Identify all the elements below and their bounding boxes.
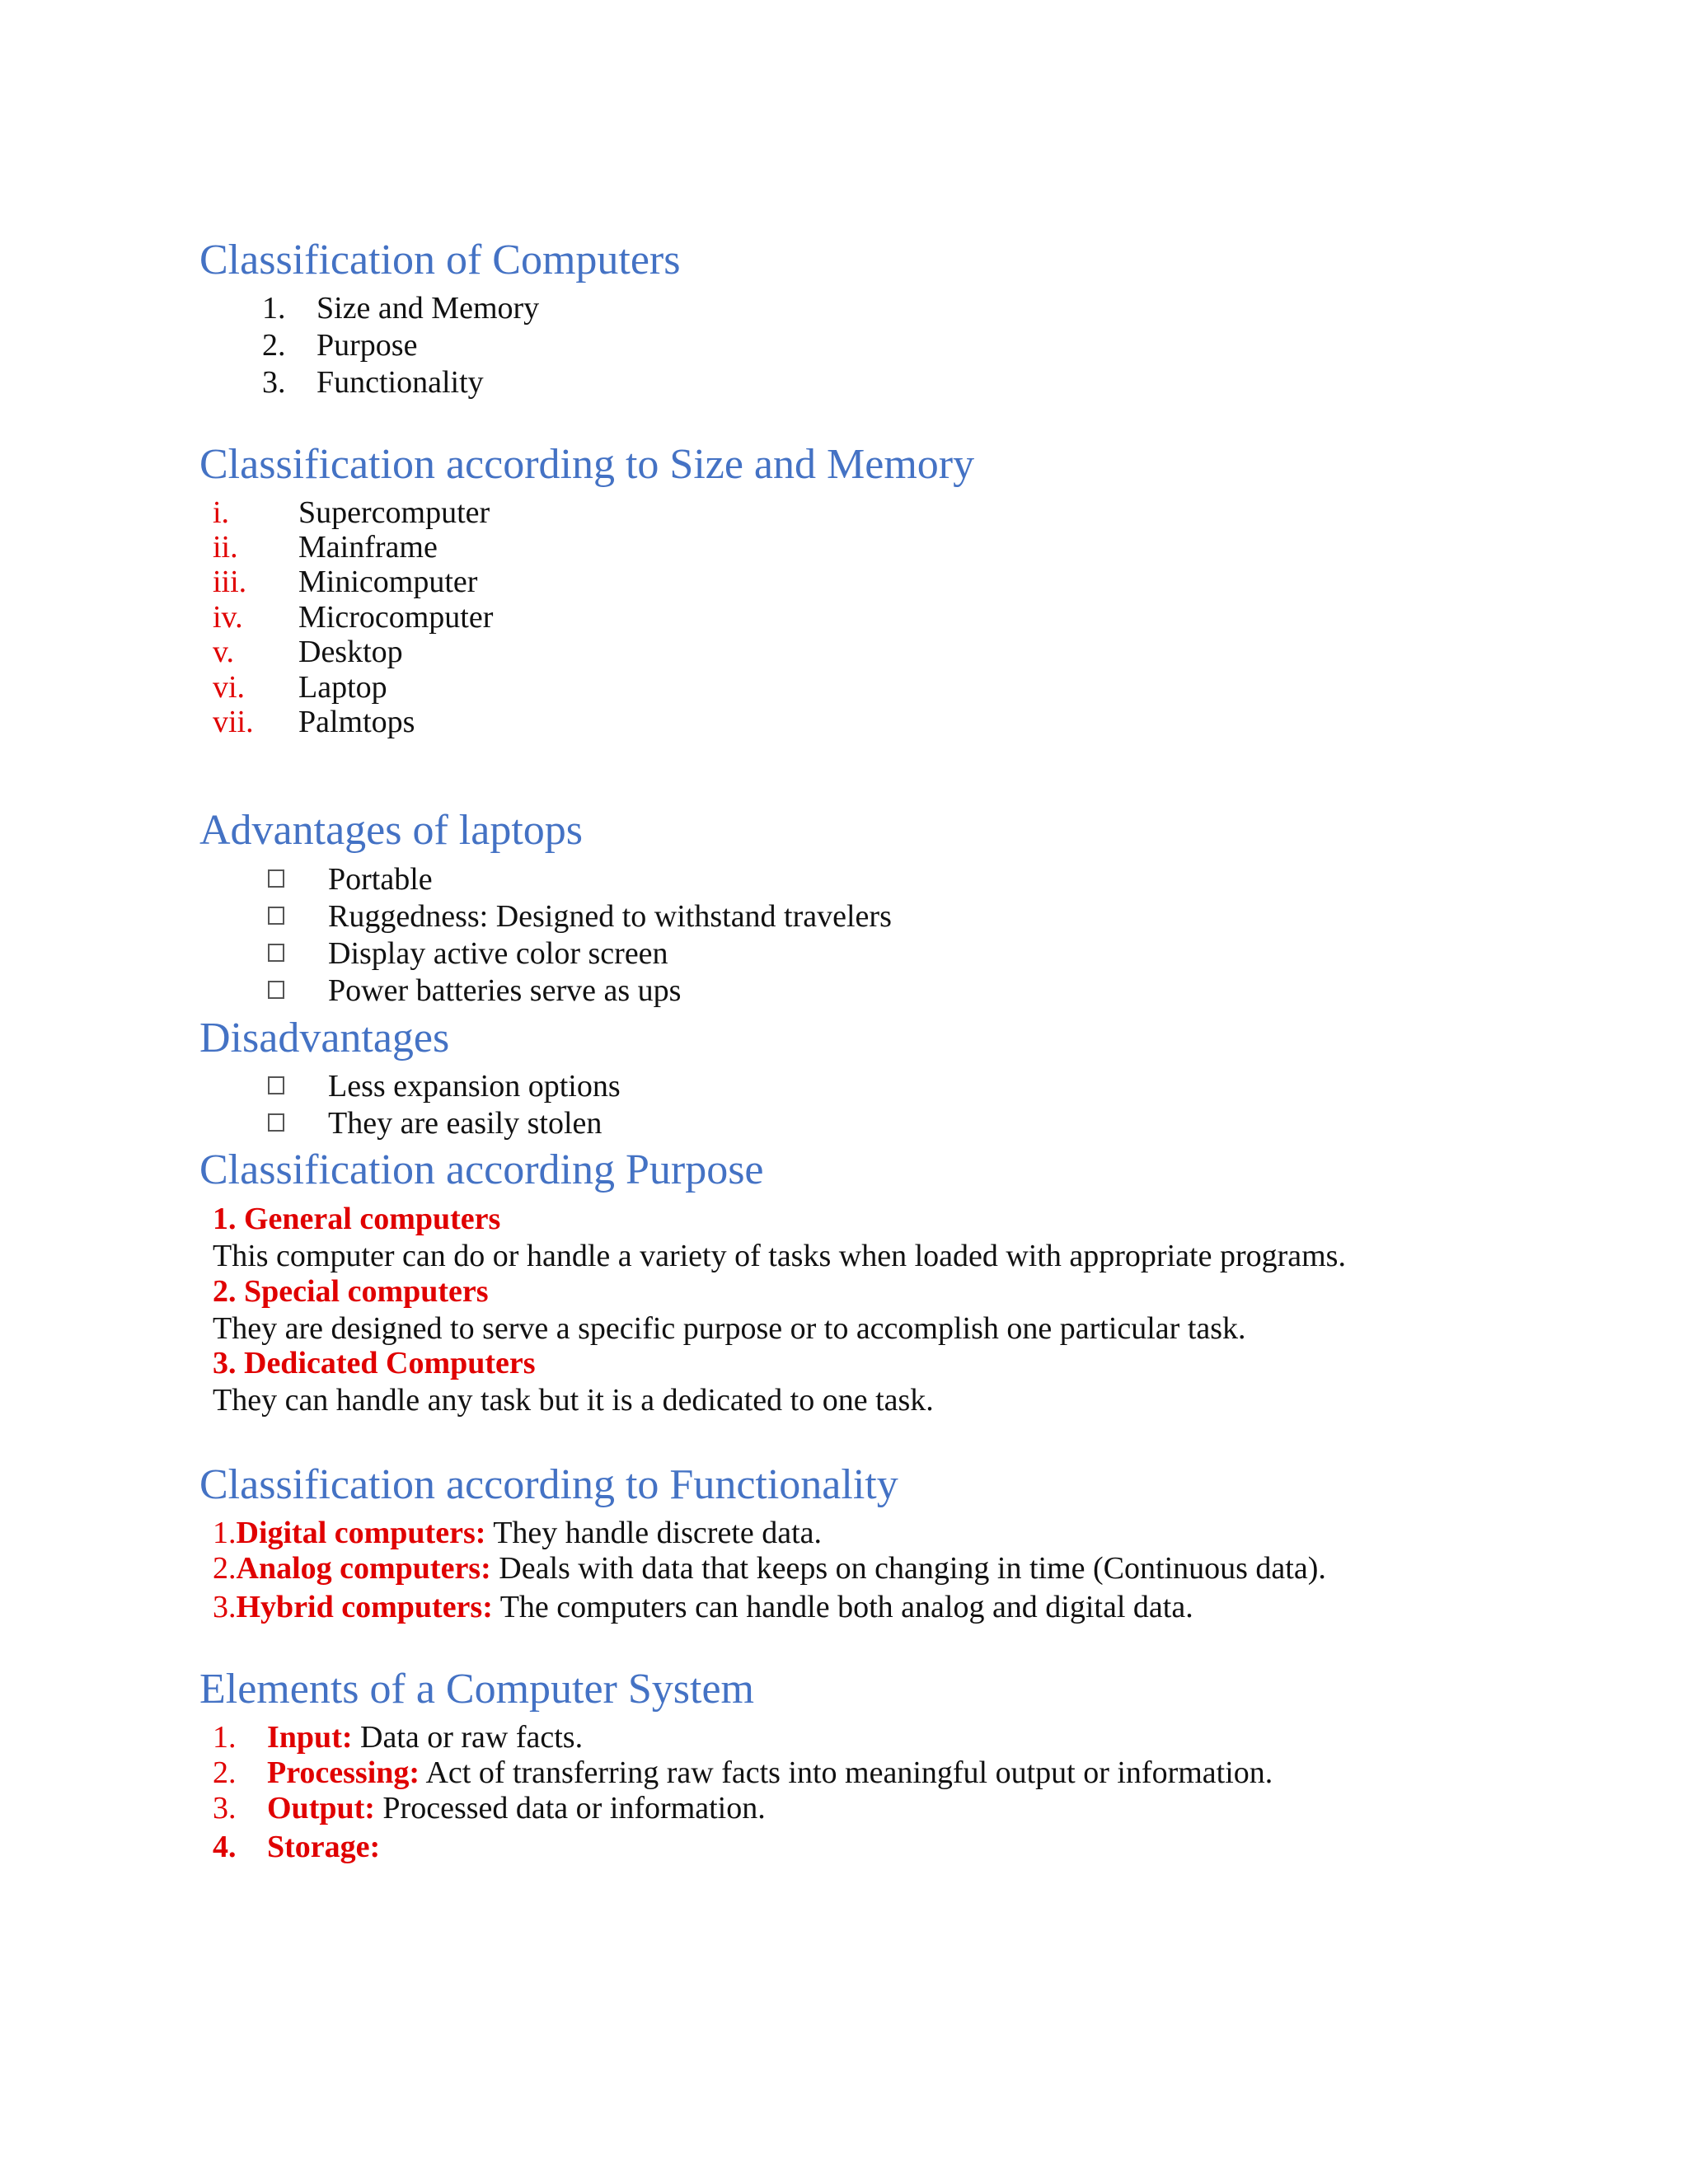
heading-disadvantages: Disadvantages (199, 1015, 450, 1062)
purpose-label: 2. Special computers (213, 1274, 489, 1309)
functionality-item (213, 1589, 1193, 1625)
checkbox-bullet-icon (268, 1113, 284, 1132)
item-description: Processed data or information. (382, 1791, 766, 1825)
item-number: 1. (213, 1516, 237, 1550)
item-text: Microcomputer (298, 600, 494, 635)
purpose-description: They are designed to serve a specific purpose or to accomplish one particular task. (213, 1311, 1246, 1346)
roman-numeral: vii. (213, 705, 254, 739)
item-number: 3. (262, 365, 286, 400)
purpose-label: 1. General computers (213, 1202, 501, 1236)
item-text: Laptop (298, 670, 387, 705)
purpose-description: This computer can do or handle a variety of tasks when loaded with appropriate programs. (213, 1239, 1346, 1273)
item-label: Storage: (267, 1830, 381, 1864)
item-text: Size and Memory (316, 291, 540, 326)
item-text: Minicomputer (298, 565, 478, 599)
heading-purpose: Classification according Purpose (199, 1146, 764, 1193)
heading-functionality: Classification according to Functionality (199, 1461, 898, 1508)
roman-numeral: v. (213, 635, 235, 669)
item-text: They are easily stolen (328, 1106, 603, 1141)
checkbox-bullet-icon (268, 981, 284, 999)
purpose-label: 3. Dedicated Computers (213, 1346, 536, 1380)
item-text: Palmtops (298, 705, 415, 739)
functionality-item (213, 1550, 1326, 1586)
heading-advantages: Advantages of laptops (199, 807, 584, 854)
item-text: Desktop (298, 635, 403, 669)
checkbox-bullet-icon (268, 907, 284, 925)
item-description: Deals with data that keeps on changing in time (Continuous data). (499, 1551, 1326, 1586)
item-number: 2. (262, 328, 286, 363)
purpose-description: They can handle any task but it is a dedicated to one task. (213, 1383, 934, 1418)
item-text: Supercomputer (298, 495, 490, 530)
item-description: They handle discrete data. (493, 1516, 823, 1550)
item-label: Digital computers: (236, 1516, 486, 1550)
item-text: Mainframe (298, 530, 438, 565)
item-label: Analog computers: (236, 1551, 491, 1586)
item-text: Less expansion options (328, 1069, 621, 1104)
roman-numeral: iv. (213, 600, 243, 635)
item-number: 2. (213, 1755, 237, 1790)
item-number: 4. (213, 1830, 237, 1864)
item-description: Act of transferring raw facts into meaningful output or information. (425, 1755, 1273, 1790)
item-label: Input: (267, 1720, 353, 1755)
item-description: The computers can handle both analog and digital data. (499, 1590, 1193, 1624)
checkbox-bullet-icon (268, 869, 284, 888)
checkbox-bullet-icon (268, 1076, 284, 1094)
item-text: Ruggedness: Designed to withstand travelers (328, 899, 892, 934)
item-number: 3. (213, 1791, 237, 1825)
item-text: Display active color screen (328, 936, 668, 971)
checkbox-bullet-icon (268, 944, 284, 962)
roman-numeral: iii. (213, 565, 247, 599)
roman-numeral: ii. (213, 530, 238, 565)
functionality-item (213, 1515, 822, 1551)
item-number: 3. (213, 1590, 237, 1624)
item-text: Power batteries serve as ups (328, 973, 682, 1008)
roman-numeral: vi. (213, 670, 246, 705)
heading-classification: Classification of Computers (199, 237, 681, 284)
item-label: Output: (267, 1791, 375, 1825)
item-label: Hybrid computers: (236, 1590, 493, 1624)
item-text: Purpose (316, 328, 418, 363)
item-number: 1. (262, 291, 286, 326)
item-text: Functionality (316, 365, 484, 400)
heading-elements: Elements of a Computer System (199, 1666, 755, 1713)
roman-numeral: i. (213, 495, 230, 530)
item-label: Processing: (267, 1755, 420, 1790)
item-number: 2. (213, 1551, 237, 1586)
item-description: Data or raw facts. (360, 1720, 584, 1755)
item-text: Portable (328, 862, 433, 897)
heading-size-memory: Classification according to Size and Memory (199, 441, 975, 488)
item-number: 1. (213, 1720, 237, 1755)
